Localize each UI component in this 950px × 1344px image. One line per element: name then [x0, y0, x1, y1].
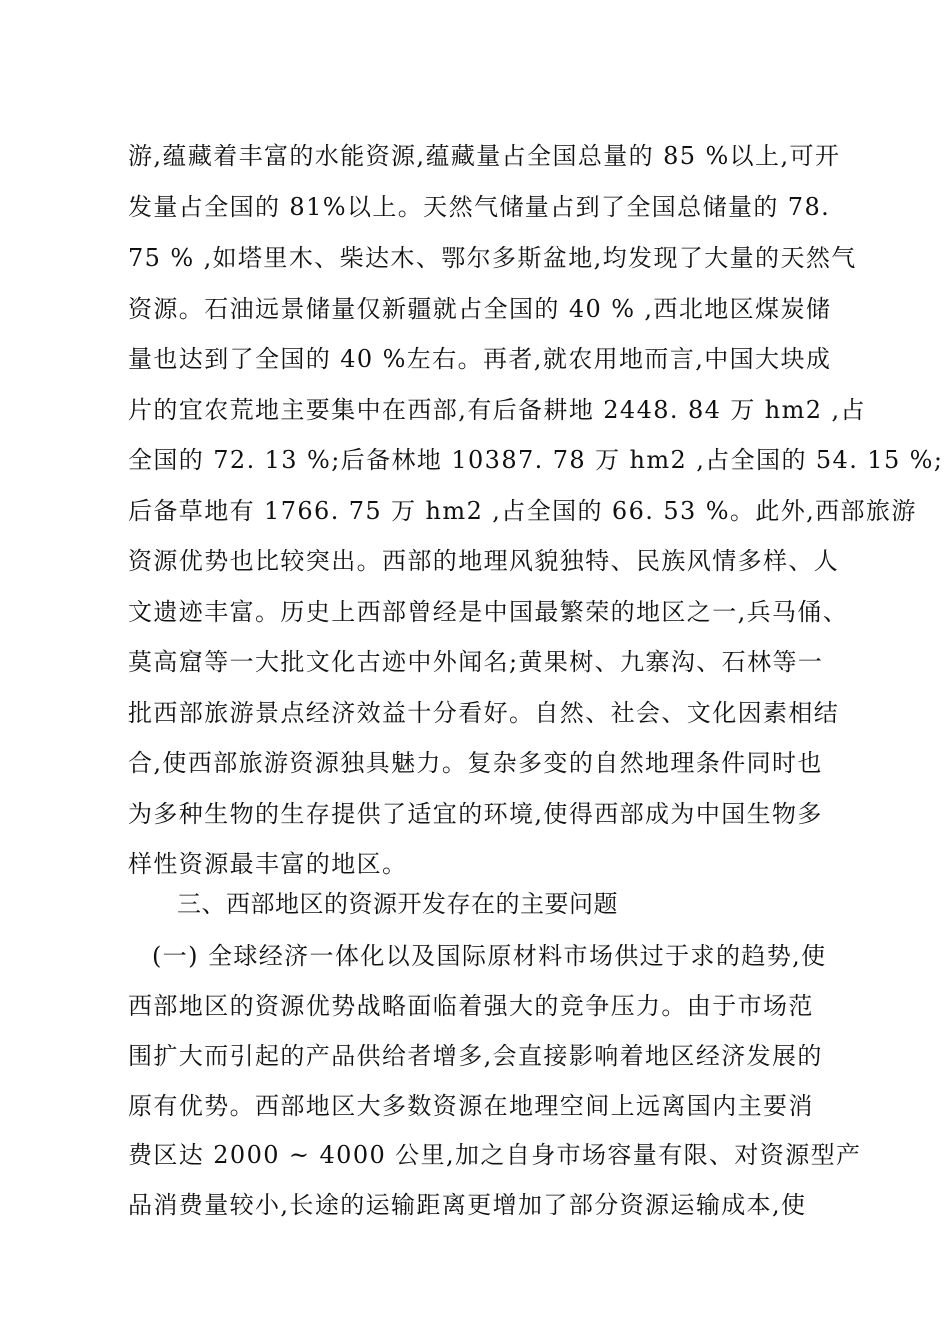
text-line: 为多种生物的生存提供了适宜的环境,使得西部成为中国生物多 [128, 800, 823, 828]
text-line: 围扩大而引起的产品供给者增多,会直接影响着地区经济发展的 [128, 1042, 823, 1070]
text-line: 片的宜农荒地主要集中在西部,有后备耕地 2448. 84 万 hm2 ,占 [128, 396, 866, 424]
section-heading: 三、西部地区的资源开发存在的主要问题 [177, 890, 618, 918]
text-line: 费区达 2000 ~ 4000 公里,加之自身市场容量有限、对资源型产 [128, 1141, 862, 1169]
text-line: (一) 全球经济一体化以及国际原材料市场供过于求的趋势,使 [152, 942, 827, 970]
text-line: 批西部旅游景点经济效益十分看好。自然、社会、文化因素相结 [128, 699, 840, 727]
text-line: 资源。石油远景储量仅新疆就占全国的 40 % ,西北地区煤炭储 [128, 295, 832, 323]
text-line: 样性资源最丰富的地区。 [128, 850, 408, 878]
text-line: 原有优势。西部地区大多数资源在地理空间上远离国内主要消 [128, 1092, 814, 1120]
text-line: 游,蕴藏着丰富的水能资源,蕴藏量占全国总量的 85 %以上,可开 [128, 142, 841, 170]
text-line: 75 % ,如塔里木、柴达木、鄂尔多斯盆地,均发现了大量的天然气 [128, 244, 857, 272]
text-line: 量也达到了全国的 40 %左右。再者,就农用地而言,中国大块成 [128, 345, 832, 373]
text-line: 后备草地有 1766. 75 万 hm2 ,占全国的 66. 53 %。此外,西部旅游 [128, 497, 917, 525]
text-line: 品消费量较小,长途的运输距离更增加了部分资源运输成本,使 [128, 1191, 807, 1219]
text-line: 莫高窟等一大批文化古迹中外闻名;黄果树、九寨沟、石林等一 [128, 648, 824, 676]
text-line: 西部地区的资源优势战略面临着强大的竞争压力。由于市场范 [128, 992, 814, 1020]
text-line: 发量占全国的 81%以上。天然气储量占到了全国总储量的 78. [128, 193, 831, 221]
text-line: 全国的 72. 13 %;后备林地 10387. 78 万 hm2 ,占全国的 54. 15 %; [128, 446, 944, 474]
text-line: 合,使西部旅游资源独具魅力。复杂多变的自然地理条件同时也 [128, 749, 823, 777]
text-line: 资源优势也比较突出。西部的地理风貌独特、民族风情多样、人 [128, 547, 840, 575]
text-line: 文遗迹丰富。历史上西部曾经是中国最繁荣的地区之一,兵马俑、 [128, 598, 849, 626]
